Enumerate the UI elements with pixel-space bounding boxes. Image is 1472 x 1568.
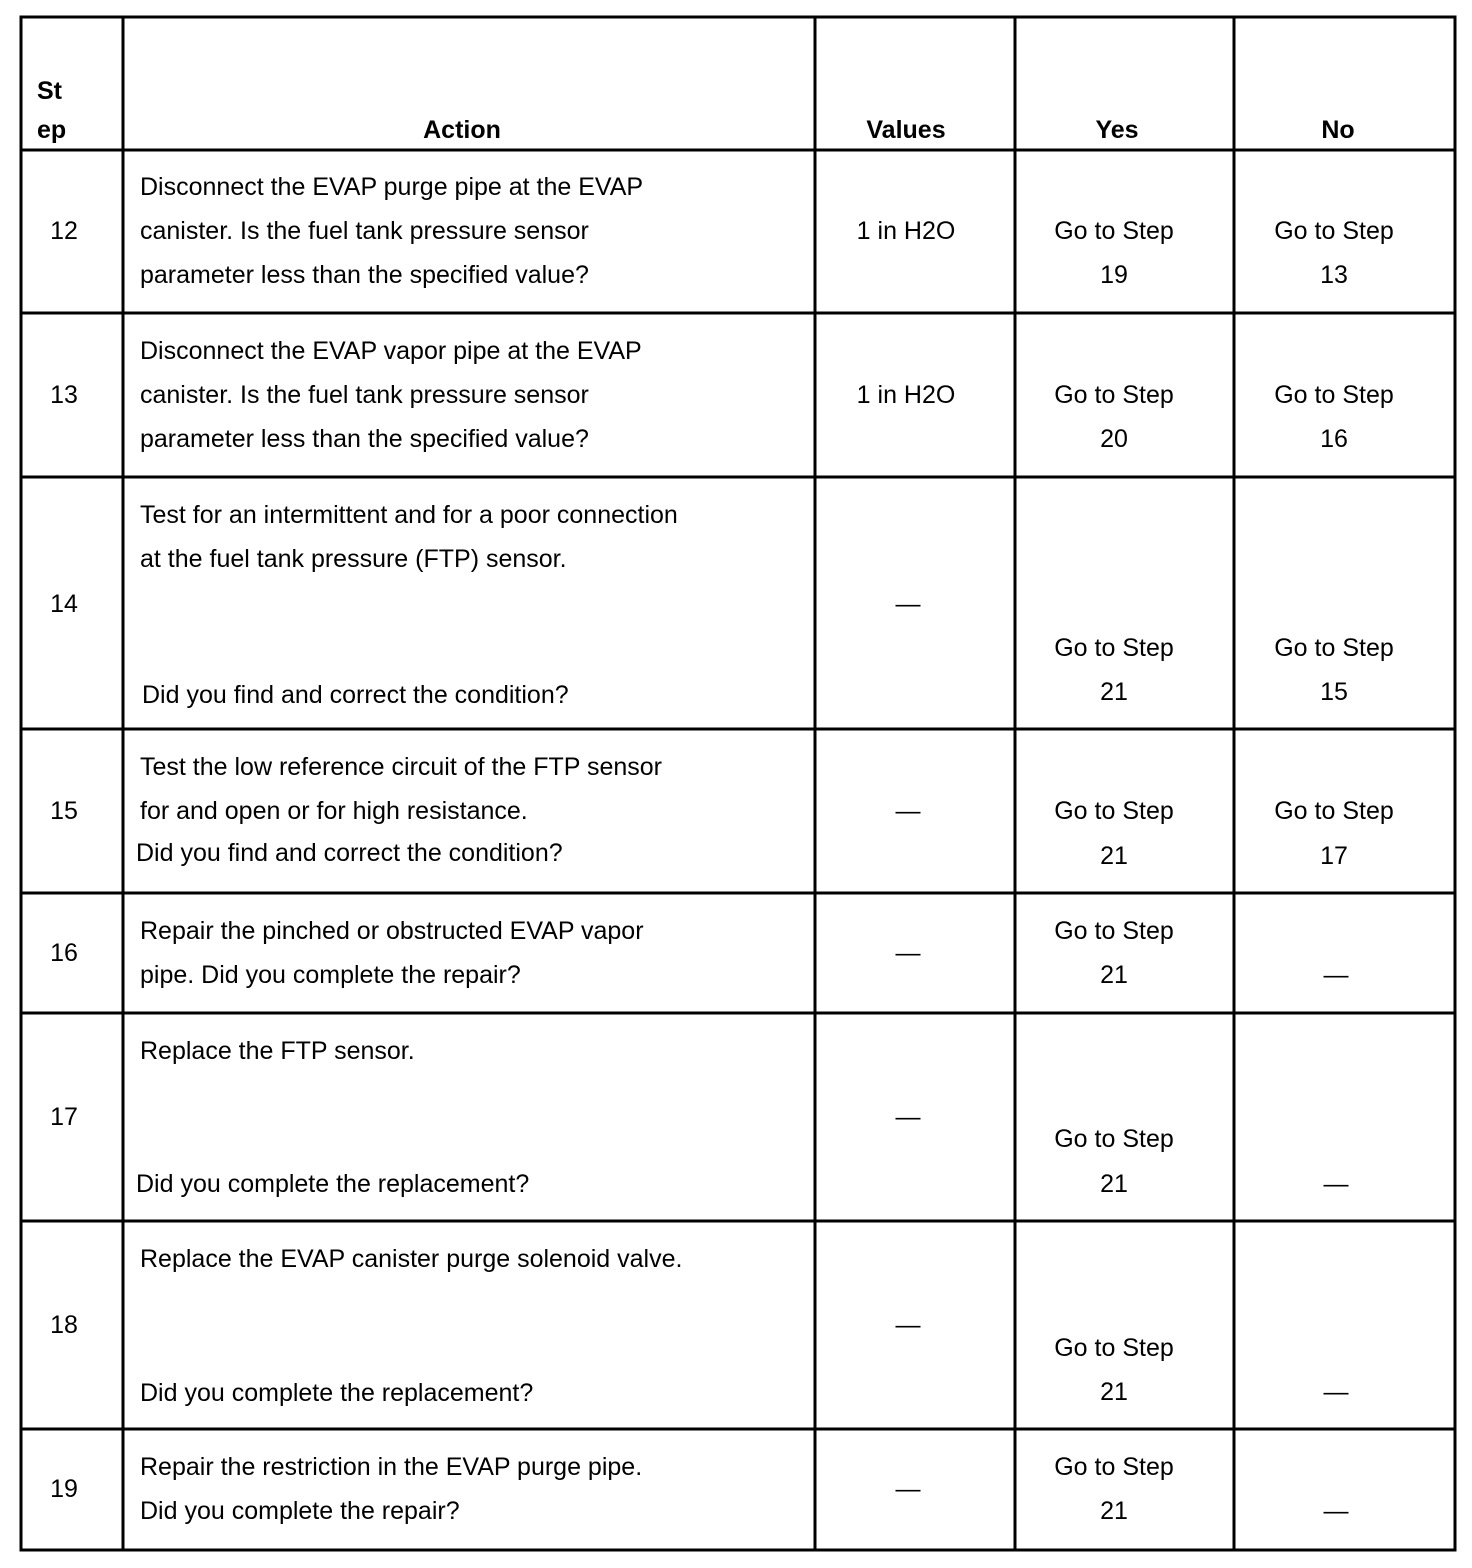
yes-step-number: 21: [1100, 842, 1128, 870]
yes-goto: Go to Step: [1054, 797, 1174, 825]
no-step-number: 16: [1320, 425, 1348, 453]
no-dash: —: [1323, 1378, 1349, 1406]
action-text: Test the low reference circuit of the FTP sensor: [140, 753, 662, 781]
yes-step-number: 19: [1100, 261, 1128, 289]
yes-goto: Go to Step: [1054, 1125, 1174, 1153]
yes-goto: Go to Step: [1054, 217, 1174, 245]
yes-goto: Go to Step: [1054, 1453, 1174, 1481]
action-text: Disconnect the EVAP purge pipe at the EVAP: [140, 173, 644, 201]
spec-value: —: [895, 1475, 921, 1503]
no-goto: Go to Step: [1274, 634, 1394, 662]
action-text: Repair the restriction in the EVAP purge pipe.: [140, 1453, 643, 1481]
yes-step-number: 21: [1100, 1497, 1128, 1525]
yes-goto: Go to Step: [1054, 634, 1174, 662]
no-dash: —: [1323, 961, 1349, 989]
yes-step-number: 21: [1100, 678, 1128, 706]
no-step-number: 13: [1320, 261, 1348, 289]
no-goto: Go to Step: [1274, 217, 1394, 245]
action-text: Did you complete the replacement?: [140, 1379, 534, 1407]
action-text: Did you find and correct the condition?: [142, 681, 569, 709]
action-text: Repair the pinched or obstructed EVAP vapor: [140, 917, 644, 945]
action-text: Test for an intermittent and for a poor connection: [140, 501, 678, 529]
spec-value: 1 in H2O: [856, 217, 956, 245]
yes-step-number: 21: [1100, 961, 1128, 989]
action-text: Did you complete the replacement?: [136, 1170, 530, 1198]
yes-goto: Go to Step: [1054, 1334, 1174, 1362]
step-number: 18: [50, 1311, 78, 1339]
no-goto: Go to Step: [1274, 381, 1394, 409]
spec-value: —: [895, 1103, 921, 1131]
no-step-number: 15: [1320, 678, 1348, 706]
step-number: 14: [50, 590, 78, 618]
action-text: Disconnect the EVAP vapor pipe at the EVAP: [140, 337, 642, 365]
header-action: Action: [423, 116, 501, 144]
header-values: Values: [866, 116, 946, 144]
action-text: Did you find and correct the condition?: [136, 839, 563, 867]
action-text: parameter less than the specified value?: [140, 261, 589, 289]
step-number: 16: [50, 939, 78, 967]
action-text: pipe. Did you complete the repair?: [140, 961, 521, 989]
action-text: Replace the EVAP canister purge solenoid valve.: [140, 1245, 683, 1273]
spec-value: 1 in H2O: [856, 381, 956, 409]
spec-value: —: [895, 939, 921, 967]
step-number: 13: [50, 381, 78, 409]
no-goto: Go to Step: [1274, 797, 1394, 825]
header-no: No: [1321, 116, 1355, 144]
no-dash: —: [1323, 1170, 1349, 1198]
yes-step-number: 21: [1100, 1378, 1128, 1406]
spec-value: —: [895, 797, 921, 825]
step-number: 17: [50, 1103, 78, 1131]
header-step-line1: St: [37, 77, 62, 105]
header-step-line2: ep: [37, 116, 67, 144]
spec-value: —: [895, 590, 921, 618]
yes-goto: Go to Step: [1054, 381, 1174, 409]
yes-step-number: 21: [1100, 1170, 1128, 1198]
no-dash: —: [1323, 1497, 1349, 1525]
action-text: canister. Is the fuel tank pressure sensor: [140, 381, 589, 409]
action-text: parameter less than the specified value?: [140, 425, 589, 453]
action-text: at the fuel tank pressure (FTP) sensor.: [140, 545, 567, 573]
action-text: for and open or for high resistance.: [140, 797, 528, 825]
action-text: Did you complete the repair?: [140, 1497, 460, 1525]
spec-value: —: [895, 1311, 921, 1339]
header-yes: Yes: [1095, 116, 1139, 144]
step-number: 19: [50, 1475, 78, 1503]
yes-step-number: 20: [1100, 425, 1128, 453]
yes-goto: Go to Step: [1054, 917, 1174, 945]
step-number: 15: [50, 797, 78, 825]
action-text: canister. Is the fuel tank pressure sensor: [140, 217, 589, 245]
action-text: Replace the FTP sensor.: [140, 1037, 415, 1065]
no-step-number: 17: [1320, 842, 1348, 870]
step-number: 12: [50, 217, 78, 245]
